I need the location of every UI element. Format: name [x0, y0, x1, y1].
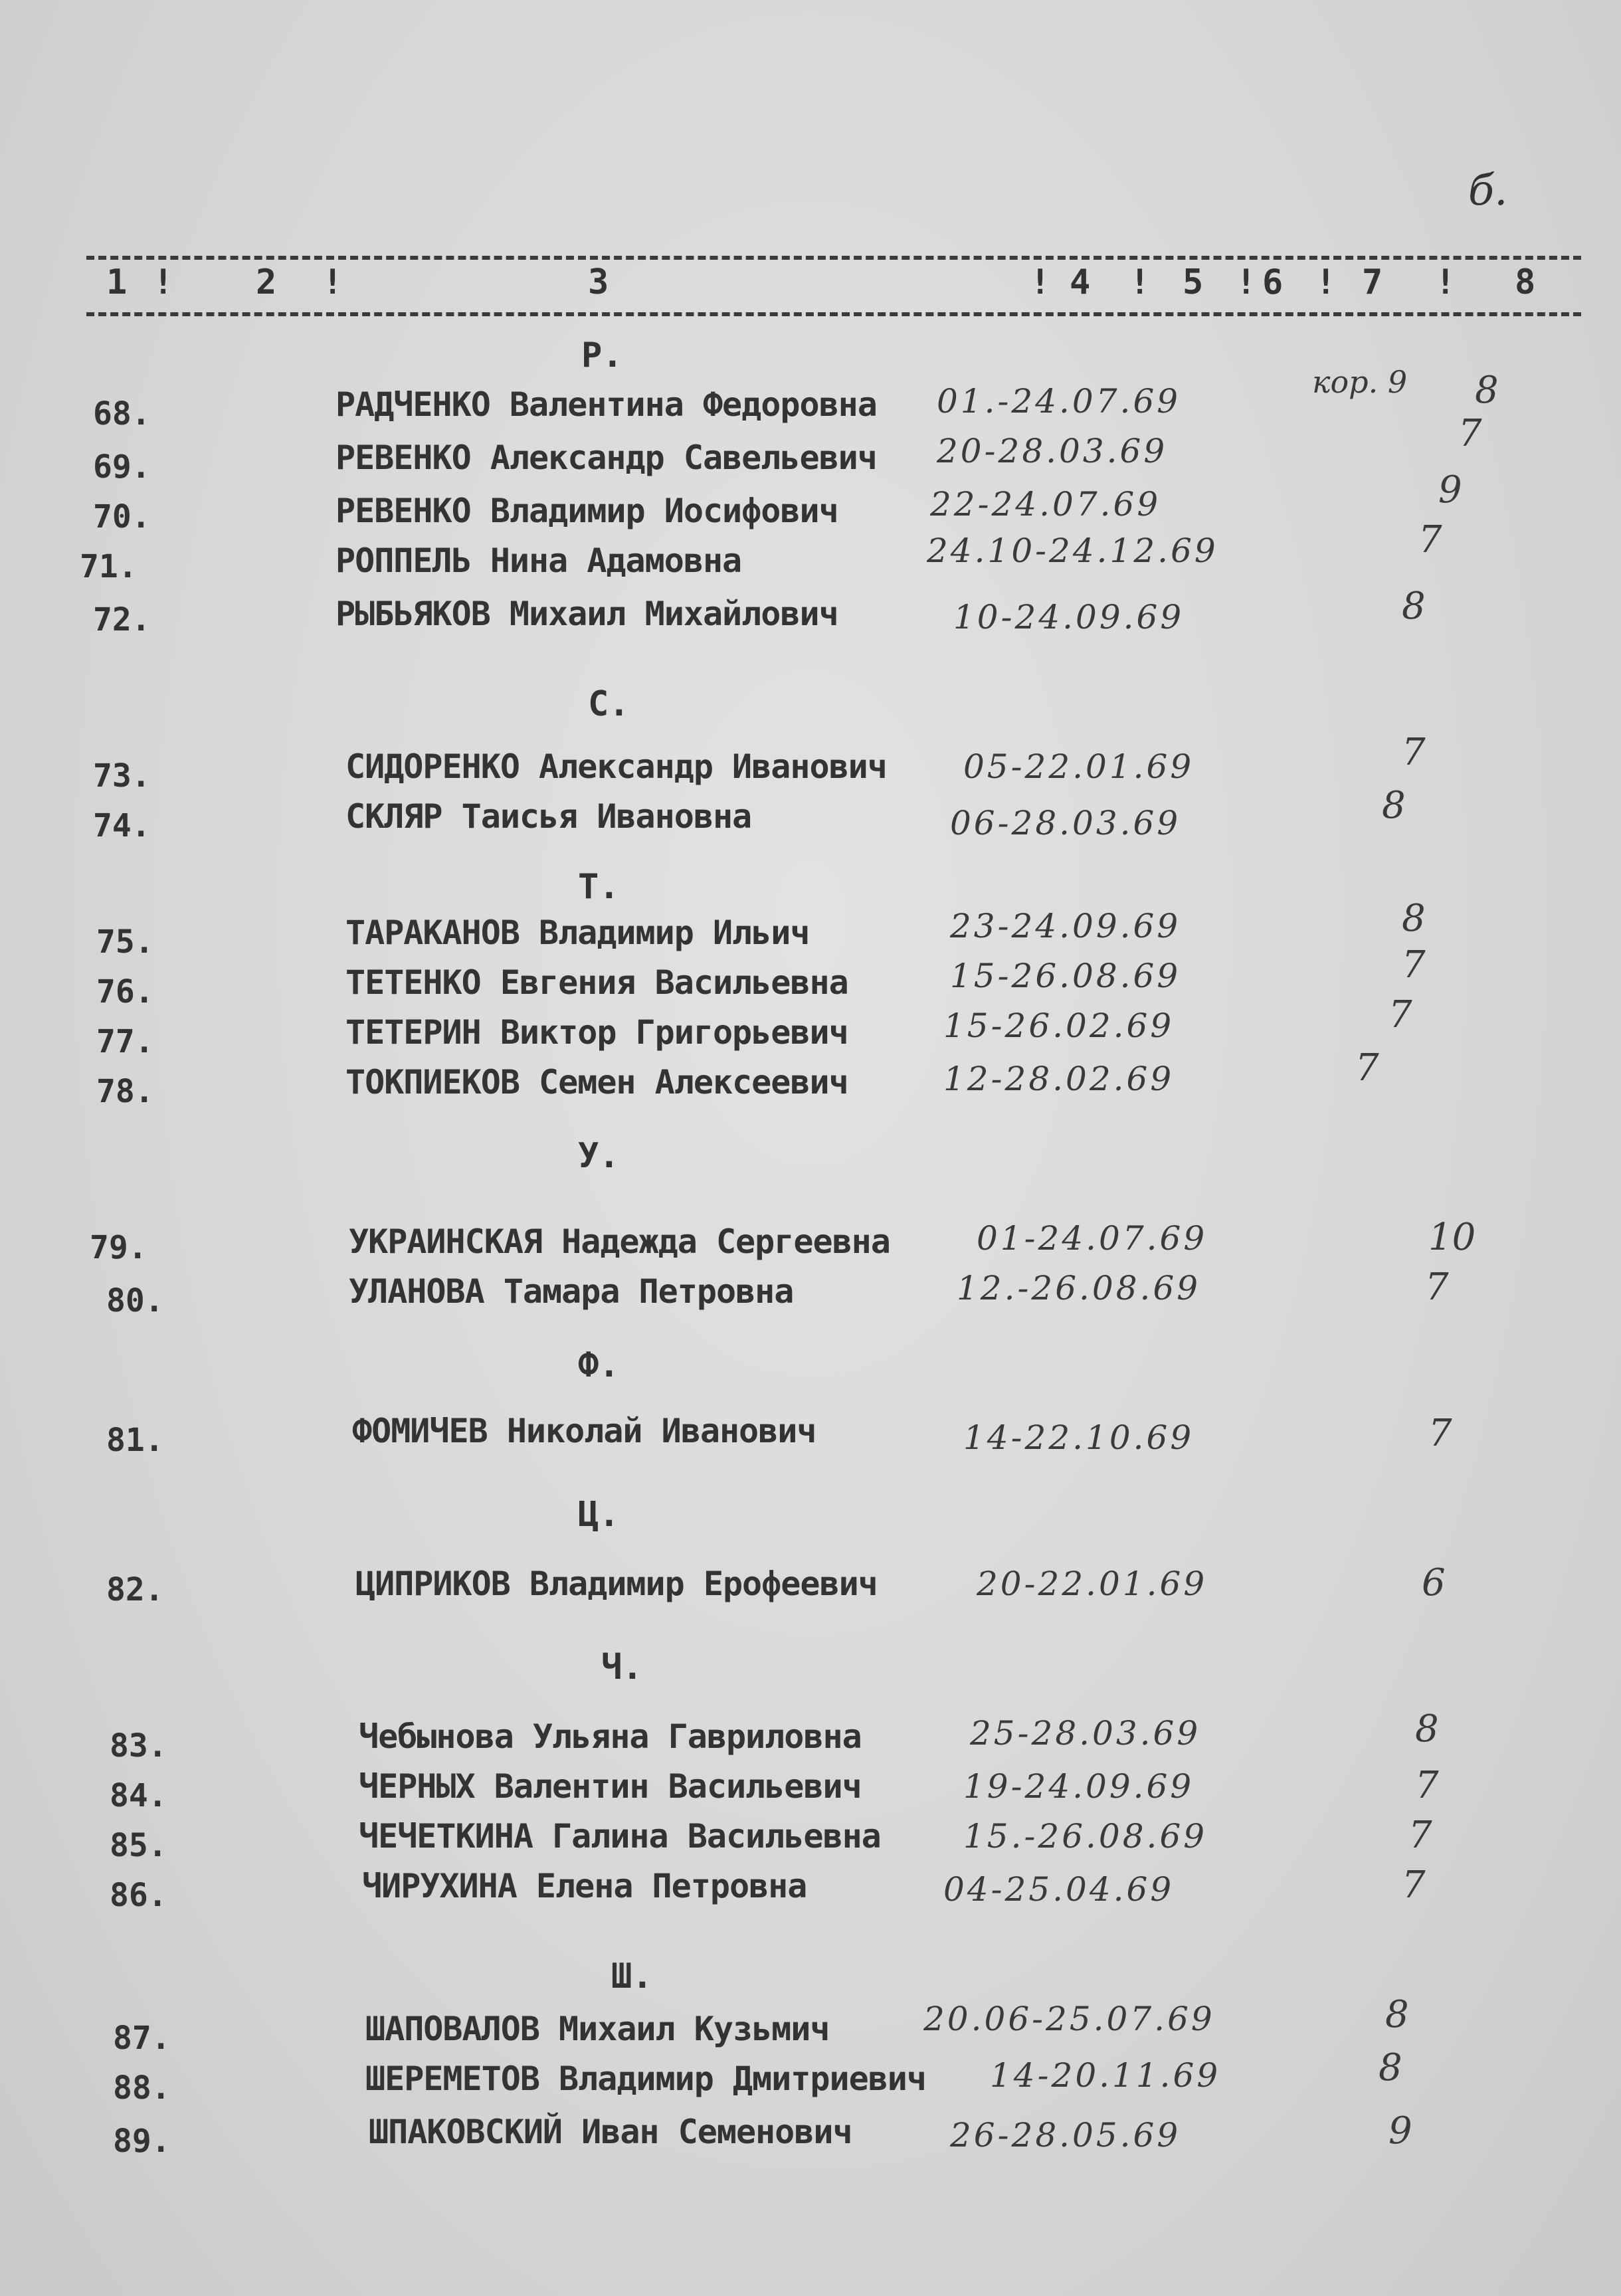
sheet-count: 7	[1458, 412, 1482, 455]
sheet-count: 8	[1382, 784, 1406, 827]
column-number-7: 7	[1362, 262, 1383, 302]
date-range: 05-22.01.69	[963, 747, 1194, 786]
section-letter: Т.	[578, 867, 620, 907]
section-letter: Ц.	[578, 1495, 620, 1535]
row-number: 76.	[96, 973, 154, 1010]
date-range: 14-22.10.69	[963, 1418, 1194, 1457]
person-name: ШЕРЕМЕТОВ Владимир Дмитриевич	[365, 2059, 926, 2098]
row-number: 82.	[106, 1571, 164, 1608]
date-range: 06-28.03.69	[950, 804, 1181, 842]
row-number: 83.	[110, 1727, 167, 1765]
sheet-count: 8	[1385, 1993, 1409, 2036]
section-letter: Ш.	[611, 1957, 653, 1996]
date-range: 25-28.03.69	[970, 1714, 1201, 1753]
person-name: Чебынова Ульяна Гавриловна	[359, 1717, 862, 1756]
row-number: 68.	[93, 395, 151, 432]
person-name: РЕВЕНКО Владимир Иосифович	[335, 492, 838, 530]
date-range: 20.06-25.07.69	[923, 2000, 1215, 2038]
section-letter: Р.	[581, 335, 623, 375]
section-letter: У.	[578, 1136, 620, 1176]
person-name: РОППЕЛЬ Нина Адамовна	[335, 541, 742, 580]
sheet-count: 7	[1402, 943, 1426, 987]
column-separator: !	[1030, 262, 1051, 302]
sheet-count: 7	[1355, 1046, 1379, 1090]
column-number-4: 4	[1070, 262, 1091, 302]
header-top-rule	[86, 256, 1581, 260]
section-letter: Ф.	[578, 1345, 620, 1385]
section-letter: Ч.	[601, 1648, 643, 1687]
person-name: СКЛЯР Таисья Ивановна	[345, 797, 752, 836]
person-name: ЧИРУХИНА Елена Петровна	[362, 1867, 807, 1905]
column-number-6: 6	[1262, 262, 1284, 302]
date-range: 20-28.03.69	[937, 432, 1168, 470]
column-separator: !	[153, 262, 174, 302]
row-number: 77.	[96, 1023, 154, 1060]
row-number: 69.	[93, 448, 151, 486]
column-number-1: 1	[106, 262, 128, 302]
column-separator: !	[1236, 262, 1257, 302]
person-name: ФОМИЧЕВ Николай Иванович	[352, 1412, 816, 1450]
row-number: 72.	[93, 601, 151, 638]
date-range: 15.-26.08.69	[963, 1817, 1208, 1856]
sheet-count: 7	[1425, 1266, 1449, 1309]
sheet-count: 7	[1418, 518, 1442, 561]
sheet-count: 8	[1475, 369, 1499, 412]
date-range: 01-24.07.69	[977, 1219, 1208, 1258]
section-letter: С.	[588, 684, 630, 724]
sheet-count: 7	[1408, 1814, 1432, 1857]
date-range: 15-26.02.69	[943, 1006, 1175, 1045]
date-range: 24.10-24.12.69	[927, 531, 1218, 570]
date-range: 04-25.04.69	[943, 1870, 1175, 1909]
date-range: 14-20.11.69	[990, 2056, 1221, 2095]
person-name: ТЕТЕРИН Виктор Григорьевич	[345, 1013, 848, 1052]
column-separator: !	[1315, 262, 1337, 302]
column-separator: !	[1129, 262, 1151, 302]
date-range: 10-24.09.69	[953, 598, 1185, 636]
column-number-3: 3	[588, 262, 609, 302]
column-separator: !	[1435, 262, 1456, 302]
header-bottom-rule	[86, 312, 1581, 316]
sheet-count: 7	[1388, 993, 1412, 1036]
column-number-5: 5	[1183, 262, 1204, 302]
sheet-count: 9	[1388, 2109, 1412, 2152]
person-name: ЧЕРНЫХ Валентин Васильевич	[359, 1767, 862, 1806]
person-name: ШАПОВАЛОВ Михаил Кузьмич	[365, 2010, 830, 2048]
sheet-count: 7	[1402, 1864, 1426, 1907]
sheet-count: 8	[1402, 585, 1426, 628]
row-number: 85.	[110, 1827, 167, 1864]
sheet-count: 7	[1428, 1412, 1452, 1455]
sheet-count: 7	[1402, 731, 1426, 774]
column-separator: !	[322, 262, 343, 302]
date-range: 12.-26.08.69	[957, 1269, 1201, 1307]
date-range: 19-24.09.69	[963, 1767, 1194, 1806]
sheet-count: 8	[1402, 897, 1426, 940]
person-name: УКРАИНСКАЯ Надежда Сергеевна	[349, 1222, 890, 1261]
sheet-count: 9	[1438, 468, 1462, 512]
row-number: 88.	[113, 2069, 171, 2107]
column-number-8: 8	[1515, 262, 1536, 302]
box-note: кор. 9	[1312, 364, 1408, 400]
date-range: 01.-24.07.69	[937, 382, 1181, 421]
date-range: 20-22.01.69	[977, 1565, 1208, 1603]
person-name: ТЕТЕНКО Евгения Васильевна	[345, 963, 848, 1002]
row-number: 75.	[96, 923, 154, 961]
row-number: 87.	[113, 2020, 171, 2057]
person-name: РАДЧЕНКО Валентина Федоровна	[335, 385, 877, 424]
column-number-2: 2	[256, 262, 277, 302]
sheet-count: 7	[1415, 1764, 1439, 1807]
row-number: 70.	[93, 498, 151, 535]
date-range: 12-28.02.69	[943, 1060, 1175, 1098]
date-range: 22-24.07.69	[930, 485, 1161, 524]
row-number: 71.	[80, 548, 138, 585]
date-range: 15-26.08.69	[950, 957, 1181, 995]
person-name: СИДОРЕНКО Александр Иванович	[345, 747, 887, 786]
person-name: УЛАНОВА Тамара Петровна	[349, 1272, 794, 1311]
row-number: 79.	[90, 1229, 147, 1266]
page-number: б.	[1468, 166, 1508, 215]
sheet-count: 10	[1428, 1216, 1476, 1259]
sheet-count: 6	[1422, 1561, 1446, 1604]
person-name: ТАРАКАНОВ Владимир Ильич	[345, 913, 810, 952]
person-name: ЦИПРИКОВ Владимир Ерофеевич	[355, 1565, 878, 1603]
person-name: РЕВЕНКО Александр Савельевич	[335, 438, 877, 477]
column-header-row	[86, 262, 1581, 316]
row-number: 74.	[93, 807, 151, 844]
person-name: РЫБЬЯКОВ Михаил Михайлович	[335, 595, 838, 633]
row-number: 73.	[93, 757, 151, 795]
person-name: ШПАКОВСКИЙ Иван Семенович	[369, 2113, 852, 2151]
person-name: ТОКПИЕКОВ Семен Алексеевич	[345, 1063, 848, 1101]
row-number: 78.	[96, 1073, 154, 1110]
row-number: 81.	[106, 1422, 164, 1459]
row-number: 84.	[110, 1777, 167, 1814]
row-number: 86.	[110, 1877, 167, 1914]
person-name: ЧЕЧЕТКИНА Галина Васильевна	[359, 1817, 881, 1856]
sheet-count: 8	[1379, 2046, 1402, 2089]
row-number: 80.	[106, 1282, 164, 1319]
row-number: 89.	[113, 2123, 171, 2160]
date-range: 26-28.05.69	[950, 2116, 1181, 2154]
sheet-count: 8	[1415, 1707, 1439, 1751]
date-range: 23-24.09.69	[950, 907, 1181, 945]
